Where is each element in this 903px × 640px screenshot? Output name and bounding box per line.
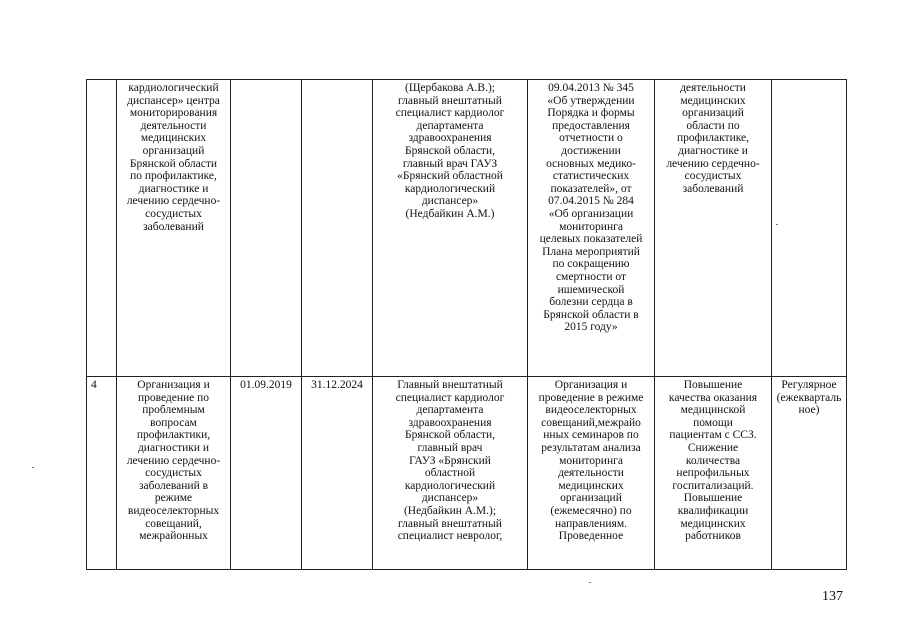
event-name-cell: кардиологический диспансер» центра мониторирования деятельности медицинских организаций Брянской области по профилактике, диагностике и лечению сердечно- сосудистых заболеваний xyxy=(117,80,231,377)
plan-table xyxy=(86,79,847,570)
regularity-cell xyxy=(772,80,847,377)
page-number: 137 xyxy=(822,589,843,604)
responsible-cell: (Щербакова А.В.); главный внештатный специалист кардиолог департамента здравоохранения Брянской области, главный врач ГАУЗ «Брянский областной кардиологический диспансер» (Недбайкин А.М.) xyxy=(373,80,528,377)
event-name-cell: Организация и проведение по проблемным вопросам профилактики, диагностики и лечению сердечно- сосудистых заболеваний в режиме видеоселекторных совещаний, межрайонных xyxy=(117,377,231,570)
start-date-cell xyxy=(231,80,302,377)
table-row xyxy=(87,80,847,377)
row-number-cell xyxy=(87,80,117,377)
scan-speck xyxy=(589,582,591,583)
description-cell: Организация и проведение в режиме видеоселекторных совещаний,межрайо нных семинаров по результатам анализа мониторинга деятельности медицинских организаций (ежемесячно) по направлениям. Проведенное xyxy=(528,377,655,570)
scan-speck xyxy=(776,224,778,225)
responsible-cell: Главный внештатный специалист кардиолог департамента здравоохранения Брянской области, главный врач ГАУЗ «Брянский областной кардиологический диспансер» (Недбайкин А.М.); главный внештатный специалист невролог, xyxy=(373,377,528,570)
scan-speck xyxy=(32,467,34,468)
end-date-cell: 31.12.2024 xyxy=(302,377,373,570)
expected-result-cell: Повышение качества оказания медицинской помощи пациентам с ССЗ. Снижение количества непрофильных госпитализаций. Повышение квалификации медицинских работников xyxy=(655,377,772,570)
end-date-cell xyxy=(302,80,373,377)
table-row xyxy=(87,377,847,570)
row-number-cell: 4 xyxy=(87,377,117,570)
start-date-cell: 01.09.2019 xyxy=(231,377,302,570)
description-cell: 09.04.2013 № 345 «Об утверждении Порядка и формы предоставления отчетности о достижении основных медико- статистических показателей», от 07.04.2015 № 284 «Об организации мониторинга целевых показателей Плана мероприятий по сокращению смертности от ишемической болезни сердца в Брянской области в 2015 году» xyxy=(528,80,655,377)
regularity-cell: Регулярное (ежекварталь ное) xyxy=(772,377,847,570)
expected-result-cell: деятельности медицинских организаций области по профилактике, диагностике и лечению сердечно- сосудистых заболеваний xyxy=(655,80,772,377)
